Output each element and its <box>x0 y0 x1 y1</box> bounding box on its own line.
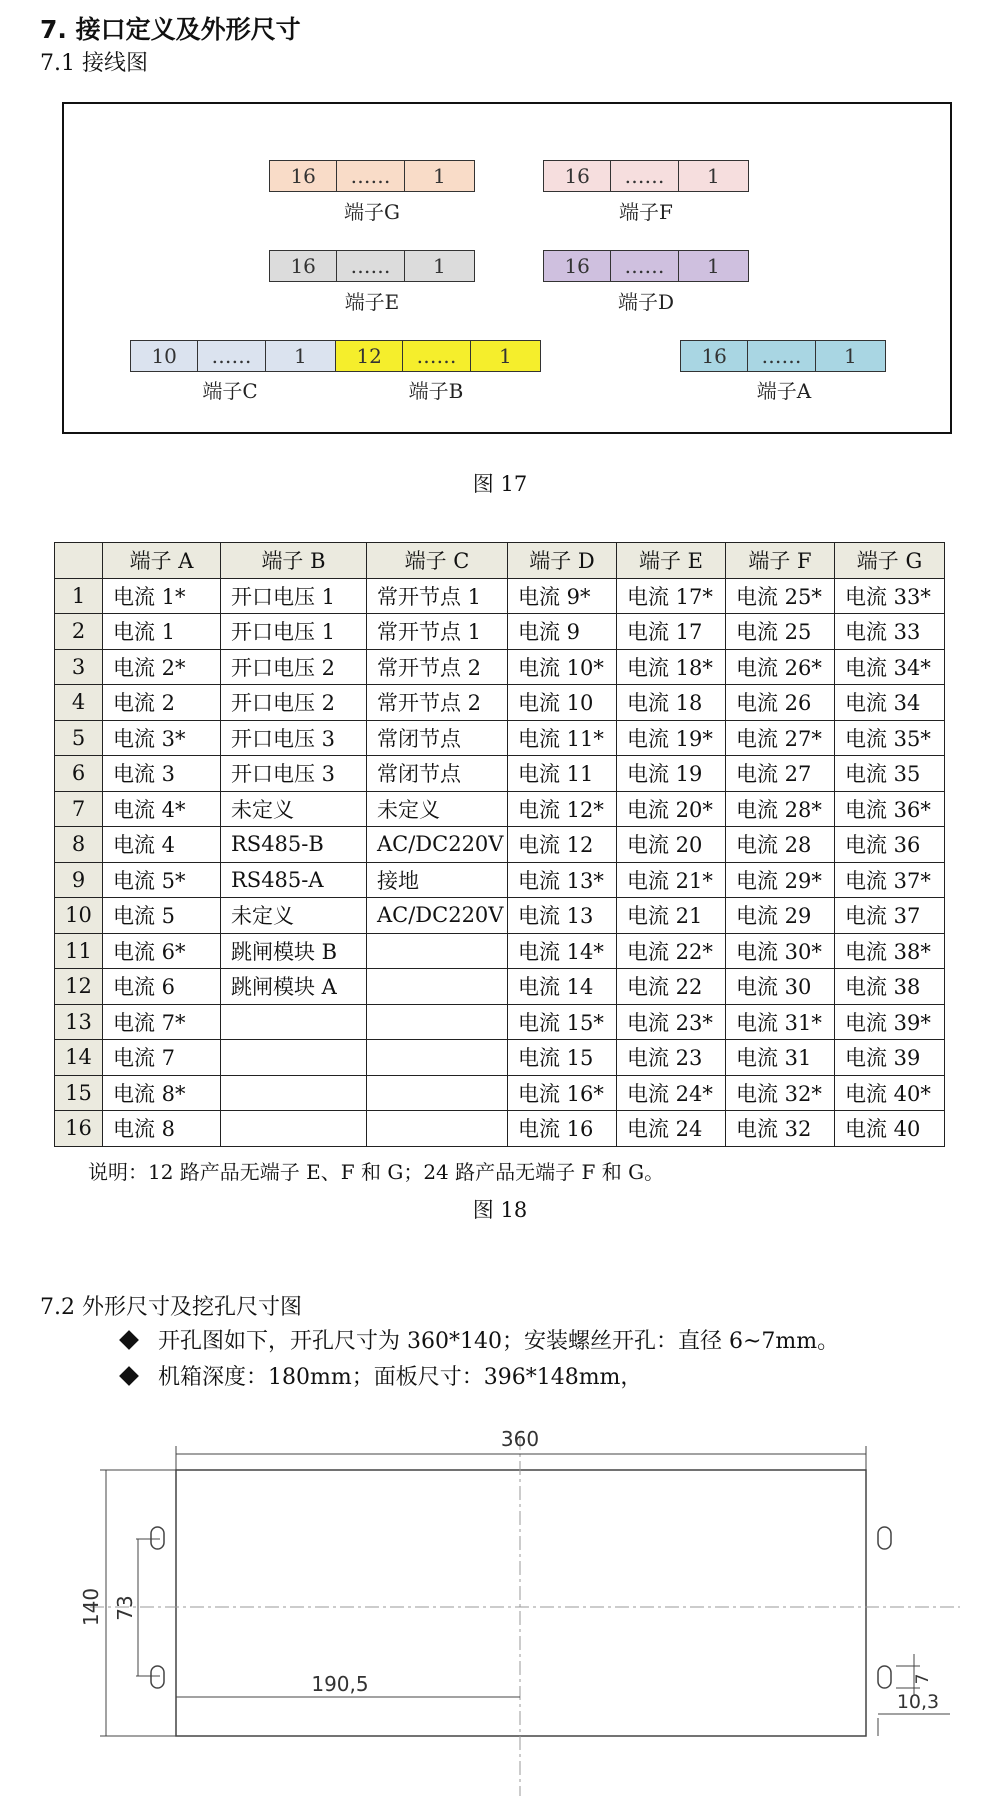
terminal-f-dots: …… <box>611 161 678 191</box>
table-row <box>55 685 945 721</box>
row-number-cell: 12 <box>55 969 103 1005</box>
terminal-f-cell: 电流 25* <box>726 578 835 614</box>
table-header-row <box>55 543 945 579</box>
terminal-c-cell: 常闭节点 <box>367 720 508 756</box>
diamond-bullet-icon <box>119 1366 139 1386</box>
terminal-e-cell: 电流 19 <box>617 756 726 792</box>
terminal-e-cell: 电流 24 <box>617 1111 726 1147</box>
row-number-cell: 2 <box>55 614 103 650</box>
terminal-g-cell: 电流 33* <box>835 578 945 614</box>
table-header-g: 端子 G <box>835 543 945 579</box>
terminal-c-left: 10 <box>131 341 198 371</box>
terminal-g-cell: 电流 37 <box>835 898 945 934</box>
terminal-e-cell: 电流 21 <box>617 898 726 934</box>
terminal-d-cell: 电流 15* <box>508 1004 617 1040</box>
terminal-a-cell: 电流 1* <box>103 578 221 614</box>
terminal-c-cell: AC/DC220V <box>367 898 508 934</box>
terminal-a-cell: 电流 8 <box>103 1111 221 1147</box>
terminal-g-dots: …… <box>337 161 404 191</box>
terminal-b-dots: …… <box>403 341 470 371</box>
terminal-c-dots: …… <box>198 341 265 371</box>
edge-offset-label: 10,3 <box>896 1691 940 1713</box>
table-row <box>55 649 945 685</box>
height-dimension-label: 140 <box>79 1587 103 1627</box>
width-dimension-label: 360 <box>500 1427 540 1451</box>
table-row <box>55 578 945 614</box>
table-row <box>55 1111 945 1147</box>
terminal-a-label: 端子A <box>756 379 812 403</box>
mount-hole-top-right <box>878 1527 891 1549</box>
terminal-b-label: 端子B <box>408 379 464 403</box>
terminal-g-cell: 电流 40 <box>835 1111 945 1147</box>
terminal-e-cell: 电流 24* <box>617 1075 726 1111</box>
terminal-g-cell: 电流 38* <box>835 933 945 969</box>
table-row <box>55 614 945 650</box>
terminal-a-cell: 电流 1 <box>103 614 221 650</box>
terminal-b-cell: 未定义 <box>221 791 367 827</box>
terminal-f-cell: 电流 26 <box>726 685 835 721</box>
terminal-b-cell: 跳闸模块 B <box>221 933 367 969</box>
terminal-f-block <box>543 160 749 192</box>
row-number-cell: 1 <box>55 578 103 614</box>
terminal-c-cell: 未定义 <box>367 791 508 827</box>
terminal-c-label: 端子C <box>202 379 258 403</box>
terminal-b-block <box>335 340 541 372</box>
terminal-c-right: 1 <box>266 341 335 371</box>
terminal-g-right: 1 <box>405 161 474 191</box>
row-number-cell: 6 <box>55 756 103 792</box>
terminal-g-cell: 电流 34 <box>835 685 945 721</box>
terminal-c-cell: 常开节点 1 <box>367 614 508 650</box>
edge-small-label: 7 <box>913 1673 933 1685</box>
terminal-e-cell: 电流 23* <box>617 1004 726 1040</box>
table-row <box>55 791 945 827</box>
terminal-f-cell: 电流 31* <box>726 1004 835 1040</box>
terminal-c-cell: 常开节点 1 <box>367 578 508 614</box>
row-number-cell: 9 <box>55 862 103 898</box>
terminal-f-cell: 电流 29* <box>726 862 835 898</box>
bullet-text-depth: 机箱深度：180mm；面板尺寸：396*148mm， <box>158 1365 643 1390</box>
terminal-f-cell: 电流 28* <box>726 791 835 827</box>
row-number-cell: 14 <box>55 1040 103 1076</box>
terminal-b-cell: RS485-A <box>221 862 367 898</box>
terminal-e-cell: 电流 17* <box>617 578 726 614</box>
terminal-c-cell: 常闭节点 <box>367 756 508 792</box>
terminal-a-cell: 电流 4 <box>103 827 221 863</box>
figure-18-caption: 图 18 <box>472 1198 528 1222</box>
terminal-c-cell <box>367 933 508 969</box>
terminal-g-cell: 电流 35 <box>835 756 945 792</box>
terminal-a-right: 1 <box>816 341 885 371</box>
mount-hole-top-left <box>151 1527 164 1549</box>
table-row <box>55 1004 945 1040</box>
mount-hole-bottom-left <box>151 1666 164 1688</box>
terminal-d-label: 端子D <box>617 290 675 314</box>
terminal-a-cell: 电流 7* <box>103 1004 221 1040</box>
terminal-e-left: 16 <box>270 251 337 281</box>
terminal-c-cell <box>367 1111 508 1147</box>
cutout-rectangle <box>176 1470 866 1736</box>
terminal-b-cell: 跳闸模块 A <box>221 969 367 1005</box>
terminal-f-cell: 电流 28 <box>726 827 835 863</box>
terminal-e-cell: 电流 17 <box>617 614 726 650</box>
terminal-e-cell: 电流 19* <box>617 720 726 756</box>
terminal-a-cell: 电流 5 <box>103 898 221 934</box>
pin-definition-table <box>54 542 945 1147</box>
row-number-cell: 10 <box>55 898 103 934</box>
terminal-g-cell: 电流 38 <box>835 969 945 1005</box>
table-row <box>55 720 945 756</box>
terminal-f-cell: 电流 26* <box>726 649 835 685</box>
cutout-dimension-drawing <box>0 1396 1000 1796</box>
terminal-f-cell: 电流 29 <box>726 898 835 934</box>
table-body <box>55 578 945 1146</box>
terminal-e-cell: 电流 20* <box>617 791 726 827</box>
terminal-c-cell: AC/DC220V <box>367 827 508 863</box>
terminal-c-cell <box>367 1004 508 1040</box>
row-number-cell: 7 <box>55 791 103 827</box>
terminal-f-right: 1 <box>679 161 748 191</box>
terminal-a-cell: 电流 6 <box>103 969 221 1005</box>
terminal-e-right: 1 <box>405 251 474 281</box>
terminal-b-cell: 开口电压 2 <box>221 649 367 685</box>
row-number-cell: 3 <box>55 649 103 685</box>
table-row <box>55 1040 945 1076</box>
half-width-label: 190,5 <box>311 1672 369 1696</box>
row-number-cell: 8 <box>55 827 103 863</box>
terminal-b-cell <box>221 1111 367 1147</box>
row-number-cell: 4 <box>55 685 103 721</box>
terminal-d-left: 16 <box>544 251 611 281</box>
table-header-a: 端子 A <box>103 543 221 579</box>
table-row <box>55 969 945 1005</box>
terminal-d-cell: 电流 12 <box>508 827 617 863</box>
terminal-f-label: 端子F <box>619 200 673 224</box>
terminal-e-cell: 电流 22 <box>617 969 726 1005</box>
terminal-a-dots: …… <box>748 341 815 371</box>
terminal-d-cell: 电流 16 <box>508 1111 617 1147</box>
terminal-b-cell <box>221 1075 367 1111</box>
row-number-cell: 11 <box>55 933 103 969</box>
terminal-f-cell: 电流 27 <box>726 756 835 792</box>
terminal-d-cell: 电流 13* <box>508 862 617 898</box>
terminal-d-dots: …… <box>611 251 678 281</box>
bullet-text-cutout: 开孔图如下，开孔尺寸为 360*140；安装螺丝开孔：直径 6~7mm。 <box>158 1329 840 1354</box>
table-header-e: 端子 E <box>617 543 726 579</box>
terminal-d-cell: 电流 14 <box>508 969 617 1005</box>
terminal-d-cell: 电流 11 <box>508 756 617 792</box>
table-header-d: 端子 D <box>508 543 617 579</box>
terminal-e-cell: 电流 18 <box>617 685 726 721</box>
terminal-d-cell: 电流 11* <box>508 720 617 756</box>
hole-spacing-label: 73 <box>113 1595 137 1621</box>
terminal-d-cell: 电流 9* <box>508 578 617 614</box>
table-row <box>55 1075 945 1111</box>
terminal-b-left: 12 <box>336 341 403 371</box>
section-title: 7. 接口定义及外形尺寸 <box>40 15 301 44</box>
terminal-e-cell: 电流 22* <box>617 933 726 969</box>
terminal-a-cell: 电流 2 <box>103 685 221 721</box>
terminal-f-cell: 电流 27* <box>726 720 835 756</box>
table-row <box>55 898 945 934</box>
terminal-b-cell <box>221 1040 367 1076</box>
terminal-a-cell: 电流 7 <box>103 1040 221 1076</box>
terminal-g-label: 端子G <box>344 200 400 224</box>
terminal-f-left: 16 <box>544 161 611 191</box>
terminal-b-right: 1 <box>471 341 540 371</box>
terminal-a-cell: 电流 8* <box>103 1075 221 1111</box>
terminal-b-cell: RS485-B <box>221 827 367 863</box>
terminal-c-cell <box>367 969 508 1005</box>
table-header-f: 端子 F <box>726 543 835 579</box>
terminal-a-left: 16 <box>681 341 748 371</box>
terminal-c-cell: 常开节点 2 <box>367 649 508 685</box>
terminal-b-cell: 开口电压 1 <box>221 614 367 650</box>
terminal-e-dots: …… <box>337 251 404 281</box>
mount-hole-bottom-right <box>878 1666 891 1688</box>
terminal-d-cell: 电流 16* <box>508 1075 617 1111</box>
terminal-c-cell <box>367 1040 508 1076</box>
table-row <box>55 827 945 863</box>
terminal-e-cell: 电流 20 <box>617 827 726 863</box>
terminal-a-cell: 电流 3 <box>103 756 221 792</box>
table-note: 说明：12 路产品无端子 E、F 和 G；24 路产品无端子 F 和 G。 <box>88 1160 665 1184</box>
terminal-e-block <box>269 250 475 282</box>
figure-17-caption: 图 17 <box>472 472 528 496</box>
terminal-g-cell: 电流 39 <box>835 1040 945 1076</box>
terminal-d-cell: 电流 9 <box>508 614 617 650</box>
terminal-g-cell: 电流 40* <box>835 1075 945 1111</box>
table-row <box>55 933 945 969</box>
terminal-d-cell: 电流 14* <box>508 933 617 969</box>
terminal-a-cell: 电流 4* <box>103 791 221 827</box>
table-header-b: 端子 B <box>221 543 367 579</box>
bullet-item-cutout <box>122 1324 839 1355</box>
terminal-g-block <box>269 160 475 192</box>
subsection-dimensions-title: 7.2 外形尺寸及挖孔尺寸图 <box>40 1295 302 1320</box>
terminal-a-cell: 电流 5* <box>103 862 221 898</box>
terminal-c-block <box>130 340 336 372</box>
terminal-d-cell: 电流 12* <box>508 791 617 827</box>
terminal-b-cell: 开口电压 2 <box>221 685 367 721</box>
table-header-c: 端子 C <box>367 543 508 579</box>
terminal-g-left: 16 <box>270 161 337 191</box>
terminal-f-cell: 电流 25 <box>726 614 835 650</box>
row-number-cell: 13 <box>55 1004 103 1040</box>
terminal-g-cell: 电流 36* <box>835 791 945 827</box>
table-corner-cell <box>55 543 103 579</box>
terminal-b-cell: 开口电压 1 <box>221 578 367 614</box>
terminal-c-cell <box>367 1075 508 1111</box>
bullet-item-depth <box>122 1360 642 1391</box>
terminal-a-block <box>680 340 886 372</box>
table-row <box>55 862 945 898</box>
terminal-c-cell: 接地 <box>367 862 508 898</box>
terminal-d-right: 1 <box>679 251 748 281</box>
terminal-a-cell: 电流 2* <box>103 649 221 685</box>
terminal-a-cell: 电流 3* <box>103 720 221 756</box>
terminal-f-cell: 电流 32* <box>726 1075 835 1111</box>
terminal-d-block <box>543 250 749 282</box>
terminal-f-cell: 电流 30 <box>726 969 835 1005</box>
terminal-f-cell: 电流 30* <box>726 933 835 969</box>
terminal-b-cell: 开口电压 3 <box>221 720 367 756</box>
terminal-b-cell: 未定义 <box>221 898 367 934</box>
terminal-f-cell: 电流 31 <box>726 1040 835 1076</box>
terminal-c-cell: 常开节点 2 <box>367 685 508 721</box>
terminal-g-cell: 电流 34* <box>835 649 945 685</box>
diamond-bullet-icon <box>119 1330 139 1350</box>
row-number-cell: 16 <box>55 1111 103 1147</box>
table-row <box>55 756 945 792</box>
terminal-g-cell: 电流 36 <box>835 827 945 863</box>
subsection-wiring-title: 7.1 接线图 <box>40 51 148 76</box>
terminal-d-cell: 电流 10 <box>508 685 617 721</box>
row-number-cell: 15 <box>55 1075 103 1111</box>
row-number-cell: 5 <box>55 720 103 756</box>
terminal-g-cell: 电流 33 <box>835 614 945 650</box>
terminal-f-cell: 电流 32 <box>726 1111 835 1147</box>
terminal-g-cell: 电流 37* <box>835 862 945 898</box>
wiring-diagram <box>62 102 952 434</box>
terminal-d-cell: 电流 13 <box>508 898 617 934</box>
terminal-e-label: 端子E <box>344 290 400 314</box>
terminal-g-cell: 电流 39* <box>835 1004 945 1040</box>
terminal-e-cell: 电流 21* <box>617 862 726 898</box>
terminal-b-cell: 开口电压 3 <box>221 756 367 792</box>
terminal-b-cell <box>221 1004 367 1040</box>
terminal-d-cell: 电流 15 <box>508 1040 617 1076</box>
terminal-e-cell: 电流 18* <box>617 649 726 685</box>
terminal-a-cell: 电流 6* <box>103 933 221 969</box>
terminal-e-cell: 电流 23 <box>617 1040 726 1076</box>
terminal-g-cell: 电流 35* <box>835 720 945 756</box>
terminal-d-cell: 电流 10* <box>508 649 617 685</box>
